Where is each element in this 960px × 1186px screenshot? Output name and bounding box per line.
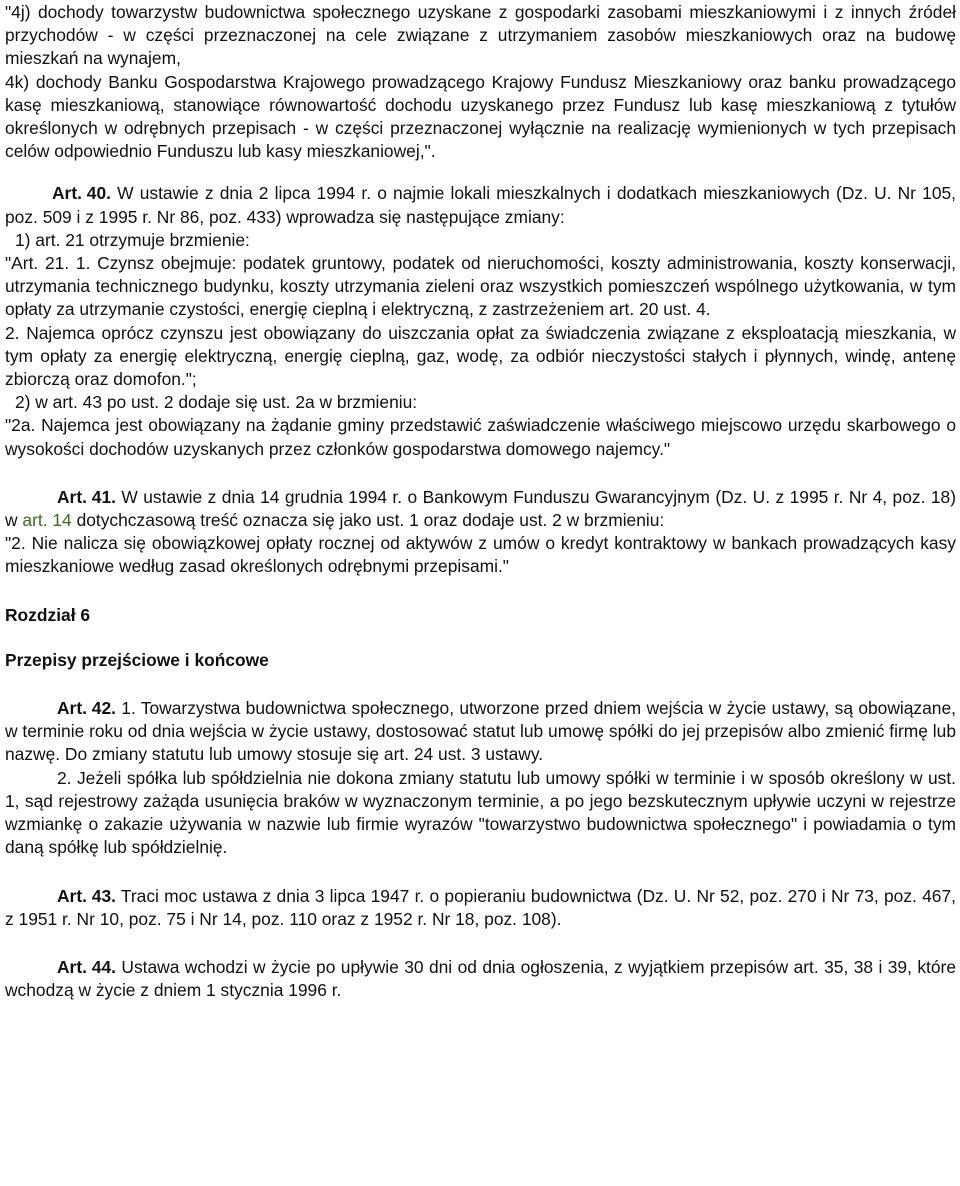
article-43-paragraph-2a: "2a. Najemca jest obowiązany na żądanie gminy przedstawić zaświadczenie właściwego miejscowo urzędu skarbowego o wysokości dochodów uzyskanych przez członków gospodarstwa domowego najemcy.": [5, 415, 956, 459]
spacer: [5, 627, 956, 649]
chapter-title: Rozdział 6: [5, 604, 91, 625]
spacer: [5, 931, 956, 956]
article-40-text: W ustawie z dnia 2 lipca 1994 r. o najmie lokali mieszkalnych i dodatkach mieszkaniowych (Dz. U. Nr 105, poz. 509 i z 1995 r. Nr 86, poz. 433) wprowadza się następujące zmiany:: [5, 183, 956, 227]
article-42-paragraph-1: 1. Towarzystwa budownictwa społecznego, utworzone przed dniem wejścia w życie ustawy, są obowiązane, w terminie roku od dnia wejścia w życie ustawy, dostosować statut lub umowę spółki do jej przepisów albo zmienić firmę lub nazwę. Do zmiany statutu lub umowy stosuje się art. 24 ust. 3 ustawy.: [5, 698, 956, 765]
article-44-label: Art. 44.: [57, 956, 116, 977]
article-40: [5, 182, 956, 228]
article-41: [5, 486, 956, 532]
article-41-text-b: dotychczasową treść oznacza się jako ust. 1 oraz dodaje ust. 2 w brzmieniu:: [76, 510, 665, 531]
article-14-link[interactable]: art. 14: [22, 510, 72, 531]
article-41-text-a: W ustawie z dnia 14 grudnia 1994 r. o Bankowym Funduszu Gwarancyjnym (Dz. U. z 1995 r. Nr 4, poz. 18) w: [5, 486, 956, 531]
paragraph-4j: "4j) dochody towarzystw budownictwa społecznego uzyskane z gospodarki zasobami mieszkaniowymi i z innych źródeł przychodów - w części przeznaczonej na cele związane z utrzymaniem zasobów mieszkaniowych oraz na budowę mieszkań na wynajem,: [5, 2, 956, 69]
spacer: [5, 860, 956, 885]
article-21-paragraph-1: "Art. 21. 1. Czynsz obejmuje: podatek gruntowy, podatek od nieruchomości, koszty administrowania, koszty konserwacji, utrzymania technicznego budynku, koszty utrzymania zieleni oraz wszystkich pomieszczeń wspólnego użytkowania, w tym opłaty za utrzymanie czystości, energię cieplną i elektryczną, z zastrzeżeniem art. 20 ust. 4.: [5, 253, 956, 320]
spacer: [5, 461, 956, 486]
article-40-item-2: 2) w art. 43 po ust. 2 dodaje się ust. 2a w brzmieniu:: [15, 392, 418, 413]
article-40-item-1: 1) art. 21 otrzymuje brzmienie:: [15, 229, 250, 250]
article-42-paragraph-2: 2. Jeżeli spółka lub spółdzielnia nie dokona zmiany statutu lub umowy spółki w terminie i w sposób określony w ust. 1, sąd rejestrowy zażąda usunięcia braków w wyznaczonym terminie, a po jego bezskutecznym upływie uczyni w rejestrze wzmiankę o zakazie używania w nazwie lub firmie wyrazów "towarzystwo budownictwa społecznego" i powiadamia o tym daną spółkę lub spółdzielnię.: [5, 767, 956, 858]
article-43-label: Art. 43.: [57, 885, 116, 906]
article-44: [5, 956, 956, 1002]
paragraph-4k: 4k) dochody Banku Gospodarstwa Krajowego prowadzącego Krajowy Fundusz Mieszkaniowy oraz banku prowadzącego kasę mieszkaniową, stanowiące równowartość dochodu uzyskanego przez Fundusz lub kasę mieszkaniową z tytułów określonych w odrębnych przepisach - w części przeznaczonej wyłącznie na realizację wymienionych w tych przepisach celów odpowiednio Funduszu lub kasy mieszkaniowej,".: [5, 71, 956, 162]
article-43: [5, 885, 956, 931]
spacer: [5, 672, 956, 697]
spacer: [5, 163, 956, 182]
article-21-paragraph-2: 2. Najemca oprócz czynszu jest obowiązany do uiszczania opłat za świadczenia związane z eksploatacją mieszkania, w tym opłaty za energię elektryczną, energię cieplną, gaz, wodę, za odbiór nieczystości stałych i płynnych, windę, antenę zbiorczą oraz domofon.";: [5, 322, 956, 390]
article-42: [5, 697, 956, 767]
article-40-label: Art. 40.: [52, 183, 111, 204]
article-44-text: Ustawa wchodzi w życie po upływie 30 dni od dnia ogłoszenia, z wyjątkiem przepisów art. 35, 38 i 39, które wchodzą w życie z dniem 1 stycznia 1996 r.: [5, 956, 956, 1001]
article-42-label: Art. 42.: [57, 698, 116, 719]
article-43-text: Traci moc ustawa z dnia 3 lipca 1947 r. o popieraniu budownictwa (Dz. U. Nr 52, poz. 270 i Nr 73, poz. 467, z 1951 r. Nr 10, poz. 75 i Nr 14, poz. 110 oraz z 1952 r. Nr 18, poz. 108).: [5, 885, 956, 929]
article-41-label: Art. 41.: [57, 486, 116, 507]
chapter-subtitle: Przepisy przejściowe i końcowe: [5, 649, 269, 670]
spacer: [5, 579, 956, 604]
article-41-paragraph-2: "2. Nie nalicza się obowiązkowej opłaty rocznej od aktywów z umów o kredyt kontraktowy w bankach prowadzących kasy mieszkaniowe według zasad określonych odrębnymi przepisami.": [5, 533, 956, 577]
